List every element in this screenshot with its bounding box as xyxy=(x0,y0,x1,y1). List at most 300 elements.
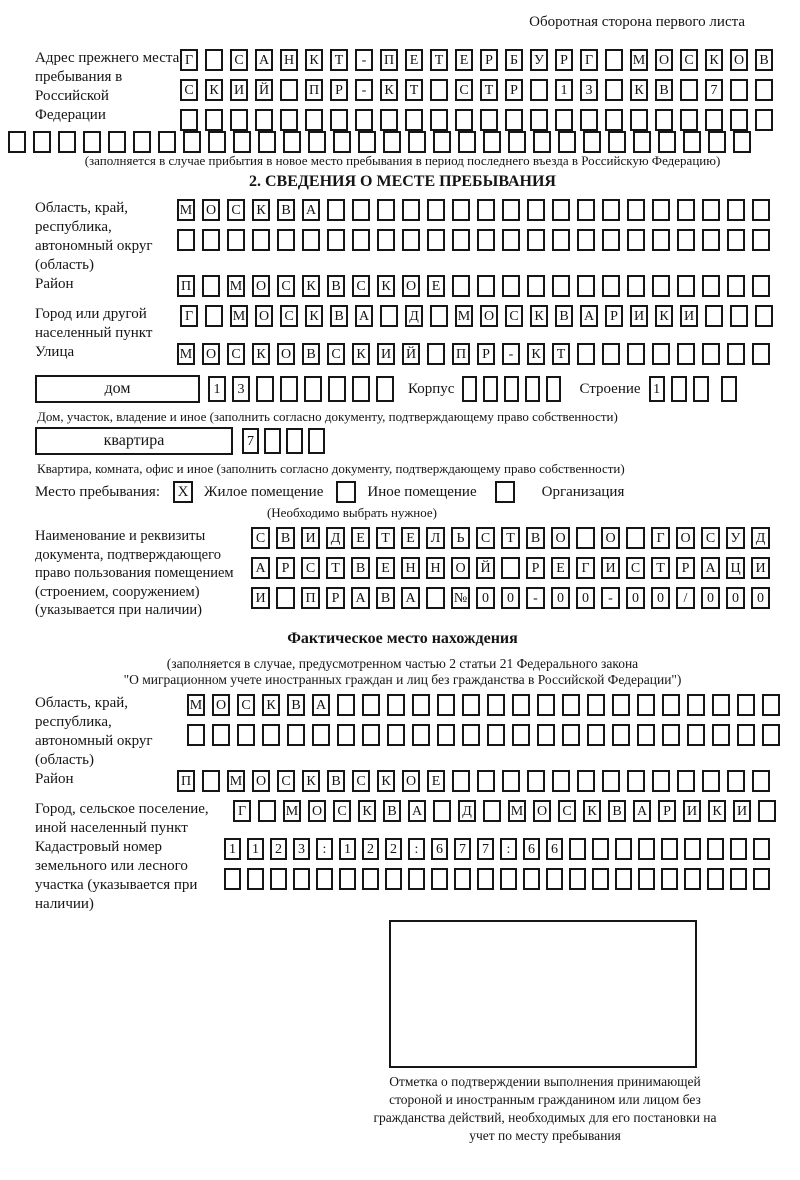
char-cell[interactable] xyxy=(705,305,723,327)
char-cell[interactable] xyxy=(727,229,745,251)
char-cell[interactable]: Р xyxy=(605,305,623,327)
char-cell[interactable] xyxy=(577,229,595,251)
char-cell[interactable] xyxy=(546,376,561,402)
char-cell[interactable]: О xyxy=(533,800,551,822)
char-cell[interactable]: 0 xyxy=(726,587,745,609)
char-cell[interactable]: В xyxy=(302,343,320,365)
char-cell[interactable]: Р xyxy=(658,800,676,822)
char-cell[interactable] xyxy=(737,724,755,746)
char-cell[interactable] xyxy=(677,770,695,792)
char-cell[interactable] xyxy=(352,199,370,221)
char-cell[interactable] xyxy=(208,131,226,153)
char-cell[interactable] xyxy=(256,376,274,402)
char-cell[interactable] xyxy=(762,724,780,746)
char-cell[interactable]: 2 xyxy=(362,838,379,860)
char-cell[interactable] xyxy=(355,109,373,131)
char-cell[interactable] xyxy=(352,229,370,251)
char-cell[interactable] xyxy=(387,694,405,716)
char-cell[interactable]: О xyxy=(212,694,230,716)
char-cell[interactable] xyxy=(527,199,545,221)
char-cell[interactable]: В xyxy=(277,199,295,221)
char-cell[interactable]: С xyxy=(352,770,370,792)
char-cell[interactable]: С xyxy=(251,527,270,549)
char-cell[interactable]: К xyxy=(302,275,320,297)
char-cell[interactable]: : xyxy=(316,838,333,860)
char-cell[interactable]: Т xyxy=(330,49,348,71)
char-cell[interactable]: И xyxy=(733,800,751,822)
char-cell[interactable] xyxy=(437,694,455,716)
char-cell[interactable]: И xyxy=(601,557,620,579)
char-cell[interactable] xyxy=(316,868,333,890)
char-cell[interactable] xyxy=(380,305,398,327)
char-cell[interactable]: У xyxy=(726,527,745,549)
char-cell[interactable] xyxy=(605,109,623,131)
char-cell[interactable] xyxy=(58,131,76,153)
char-cell[interactable] xyxy=(558,131,576,153)
char-cell[interactable] xyxy=(552,275,570,297)
char-cell[interactable] xyxy=(380,109,398,131)
char-cell[interactable] xyxy=(752,229,770,251)
char-cell[interactable]: М xyxy=(227,275,245,297)
char-cell[interactable]: Д xyxy=(326,527,345,549)
char-cell[interactable] xyxy=(530,79,548,101)
char-cell[interactable]: Т xyxy=(430,49,448,71)
char-cell[interactable] xyxy=(205,109,223,131)
char-cell[interactable] xyxy=(431,868,448,890)
char-cell[interactable] xyxy=(339,868,356,890)
char-cell[interactable]: С xyxy=(505,305,523,327)
char-cell[interactable]: 0 xyxy=(476,587,495,609)
char-cell[interactable] xyxy=(652,770,670,792)
char-cell[interactable] xyxy=(477,275,495,297)
char-cell[interactable]: А xyxy=(351,587,370,609)
char-cell[interactable]: Г xyxy=(180,305,198,327)
char-cell[interactable]: 0 xyxy=(751,587,770,609)
char-cell[interactable] xyxy=(412,724,430,746)
char-cell[interactable] xyxy=(255,109,273,131)
char-cell[interactable]: С xyxy=(227,199,245,221)
char-cell[interactable]: М xyxy=(455,305,473,327)
char-cell[interactable] xyxy=(247,868,264,890)
char-cell[interactable]: М xyxy=(227,770,245,792)
char-cell[interactable]: В xyxy=(327,770,345,792)
char-cell[interactable]: И xyxy=(251,587,270,609)
char-cell[interactable] xyxy=(587,694,605,716)
char-cell[interactable]: В xyxy=(376,587,395,609)
char-cell[interactable] xyxy=(569,838,586,860)
char-cell[interactable] xyxy=(202,229,220,251)
char-cell[interactable] xyxy=(237,724,255,746)
char-cell[interactable]: / xyxy=(676,587,695,609)
char-cell[interactable]: К xyxy=(302,770,320,792)
char-cell[interactable]: О xyxy=(655,49,673,71)
char-cell[interactable] xyxy=(83,131,101,153)
char-cell[interactable]: Р xyxy=(526,557,545,579)
char-cell[interactable] xyxy=(33,131,51,153)
char-cell[interactable] xyxy=(576,527,595,549)
char-cell[interactable] xyxy=(680,109,698,131)
char-cell[interactable] xyxy=(577,199,595,221)
char-cell[interactable]: О xyxy=(255,305,273,327)
char-cell[interactable]: В xyxy=(526,527,545,549)
char-cell[interactable]: Н xyxy=(280,49,298,71)
char-cell[interactable] xyxy=(721,376,737,402)
char-cell[interactable] xyxy=(755,109,773,131)
char-cell[interactable] xyxy=(454,868,471,890)
char-cell[interactable]: Т xyxy=(552,343,570,365)
char-cell[interactable] xyxy=(477,199,495,221)
char-cell[interactable] xyxy=(753,868,770,890)
char-cell[interactable] xyxy=(652,199,670,221)
char-cell[interactable]: О xyxy=(202,199,220,221)
char-cell[interactable] xyxy=(202,770,220,792)
char-cell[interactable]: Г xyxy=(580,49,598,71)
char-cell[interactable] xyxy=(707,838,724,860)
char-cell[interactable] xyxy=(427,199,445,221)
char-cell[interactable]: Р xyxy=(480,49,498,71)
char-cell[interactable]: Т xyxy=(651,557,670,579)
char-cell[interactable]: А xyxy=(312,694,330,716)
char-cell[interactable] xyxy=(277,229,295,251)
char-cell[interactable] xyxy=(433,800,451,822)
char-cell[interactable]: О xyxy=(730,49,748,71)
char-cell[interactable] xyxy=(592,838,609,860)
char-cell[interactable] xyxy=(483,800,501,822)
char-cell[interactable] xyxy=(677,275,695,297)
char-cell[interactable]: О xyxy=(252,770,270,792)
char-cell[interactable]: Е xyxy=(427,770,445,792)
char-cell[interactable] xyxy=(264,428,281,454)
char-cell[interactable] xyxy=(608,131,626,153)
char-cell[interactable] xyxy=(412,694,430,716)
char-cell[interactable]: В xyxy=(383,800,401,822)
char-cell[interactable] xyxy=(430,305,448,327)
char-cell[interactable] xyxy=(405,109,423,131)
char-cell[interactable]: 0 xyxy=(551,587,570,609)
char-cell[interactable]: Й xyxy=(255,79,273,101)
char-cell[interactable]: О xyxy=(308,800,326,822)
char-cell[interactable]: О xyxy=(402,275,420,297)
char-cell[interactable] xyxy=(602,275,620,297)
char-cell[interactable]: Н xyxy=(426,557,445,579)
char-cell[interactable] xyxy=(430,109,448,131)
char-cell[interactable] xyxy=(525,376,540,402)
char-cell[interactable] xyxy=(512,724,530,746)
char-cell[interactable] xyxy=(337,724,355,746)
char-cell[interactable]: М xyxy=(508,800,526,822)
char-cell[interactable] xyxy=(638,838,655,860)
char-cell[interactable]: А xyxy=(580,305,598,327)
char-cell[interactable]: А xyxy=(251,557,270,579)
char-cell[interactable] xyxy=(602,770,620,792)
char-cell[interactable] xyxy=(504,376,519,402)
char-cell[interactable] xyxy=(480,109,498,131)
char-cell[interactable]: - xyxy=(355,79,373,101)
char-cell[interactable]: О xyxy=(676,527,695,549)
char-cell[interactable]: О xyxy=(252,275,270,297)
char-cell[interactable] xyxy=(755,305,773,327)
char-cell[interactable] xyxy=(376,376,394,402)
char-cell[interactable] xyxy=(702,229,720,251)
checkbox-zhiloe-pomeshchenie[interactable]: X xyxy=(173,481,193,503)
char-cell[interactable] xyxy=(308,428,325,454)
char-cell[interactable] xyxy=(158,131,176,153)
char-cell[interactable] xyxy=(501,557,520,579)
char-cell[interactable]: Т xyxy=(480,79,498,101)
char-cell[interactable] xyxy=(8,131,26,153)
char-cell[interactable]: А xyxy=(401,587,420,609)
char-cell[interactable]: К xyxy=(655,305,673,327)
char-cell[interactable] xyxy=(605,79,623,101)
char-cell[interactable]: Г xyxy=(651,527,670,549)
char-cell[interactable]: С xyxy=(680,49,698,71)
char-cell[interactable] xyxy=(387,724,405,746)
char-cell[interactable]: П xyxy=(305,79,323,101)
char-cell[interactable]: О xyxy=(480,305,498,327)
char-cell[interactable] xyxy=(569,868,586,890)
char-cell[interactable]: 1 xyxy=(649,376,665,402)
char-cell[interactable] xyxy=(752,770,770,792)
char-cell[interactable] xyxy=(730,305,748,327)
char-cell[interactable] xyxy=(383,131,401,153)
char-cell[interactable]: В xyxy=(351,557,370,579)
char-cell[interactable] xyxy=(727,199,745,221)
char-cell[interactable] xyxy=(552,199,570,221)
char-cell[interactable] xyxy=(408,131,426,153)
char-cell[interactable] xyxy=(477,770,495,792)
char-cell[interactable]: К xyxy=(377,770,395,792)
char-cell[interactable]: К xyxy=(708,800,726,822)
char-cell[interactable]: 3 xyxy=(293,838,310,860)
char-cell[interactable] xyxy=(702,199,720,221)
char-cell[interactable]: 6 xyxy=(431,838,448,860)
char-cell[interactable]: Е xyxy=(551,557,570,579)
char-cell[interactable] xyxy=(537,694,555,716)
char-cell[interactable] xyxy=(702,343,720,365)
char-cell[interactable]: В xyxy=(327,275,345,297)
char-cell[interactable] xyxy=(737,694,755,716)
char-cell[interactable] xyxy=(205,49,223,71)
char-cell[interactable] xyxy=(592,868,609,890)
char-cell[interactable] xyxy=(671,376,687,402)
char-cell[interactable]: И xyxy=(751,557,770,579)
char-cell[interactable] xyxy=(505,109,523,131)
char-cell[interactable] xyxy=(680,79,698,101)
char-cell[interactable] xyxy=(177,229,195,251)
char-cell[interactable] xyxy=(258,131,276,153)
char-cell[interactable]: С xyxy=(455,79,473,101)
char-cell[interactable] xyxy=(452,229,470,251)
char-cell[interactable] xyxy=(627,229,645,251)
char-cell[interactable] xyxy=(487,724,505,746)
char-cell[interactable]: Р xyxy=(676,557,695,579)
char-cell[interactable] xyxy=(302,229,320,251)
char-cell[interactable] xyxy=(276,587,295,609)
char-cell[interactable]: С xyxy=(180,79,198,101)
char-cell[interactable]: В xyxy=(755,49,773,71)
char-cell[interactable] xyxy=(224,868,241,890)
char-cell[interactable]: У xyxy=(530,49,548,71)
char-cell[interactable] xyxy=(230,109,248,131)
char-cell[interactable]: 2 xyxy=(270,838,287,860)
char-cell[interactable] xyxy=(730,109,748,131)
char-cell[interactable] xyxy=(752,343,770,365)
char-cell[interactable] xyxy=(527,770,545,792)
char-cell[interactable] xyxy=(562,724,580,746)
char-cell[interactable]: Т xyxy=(501,527,520,549)
char-cell[interactable]: И xyxy=(680,305,698,327)
char-cell[interactable]: 7 xyxy=(705,79,723,101)
char-cell[interactable] xyxy=(627,770,645,792)
char-cell[interactable] xyxy=(730,868,747,890)
char-cell[interactable]: - xyxy=(502,343,520,365)
char-cell[interactable]: 1 xyxy=(208,376,226,402)
char-cell[interactable] xyxy=(687,724,705,746)
char-cell[interactable]: Т xyxy=(326,557,345,579)
char-cell[interactable]: В xyxy=(655,79,673,101)
char-cell[interactable] xyxy=(358,131,376,153)
char-cell[interactable]: О xyxy=(402,770,420,792)
char-cell[interactable]: Р xyxy=(505,79,523,101)
char-cell[interactable]: К xyxy=(705,49,723,71)
char-cell[interactable]: М xyxy=(177,199,195,221)
char-cell[interactable] xyxy=(262,724,280,746)
char-cell[interactable] xyxy=(652,229,670,251)
char-cell[interactable] xyxy=(693,376,709,402)
char-cell[interactable] xyxy=(455,109,473,131)
char-cell[interactable]: И xyxy=(301,527,320,549)
char-cell[interactable]: К xyxy=(380,79,398,101)
char-cell[interactable] xyxy=(502,199,520,221)
char-cell[interactable] xyxy=(308,131,326,153)
char-cell[interactable]: С xyxy=(301,557,320,579)
char-cell[interactable] xyxy=(500,868,517,890)
char-cell[interactable] xyxy=(385,868,402,890)
char-cell[interactable]: Й xyxy=(476,557,495,579)
char-cell[interactable] xyxy=(408,868,425,890)
char-cell[interactable] xyxy=(712,694,730,716)
char-cell[interactable]: С xyxy=(558,800,576,822)
char-cell[interactable] xyxy=(280,109,298,131)
char-cell[interactable] xyxy=(707,868,724,890)
char-cell[interactable]: К xyxy=(262,694,280,716)
char-cell[interactable] xyxy=(377,199,395,221)
char-cell[interactable] xyxy=(502,229,520,251)
char-cell[interactable] xyxy=(638,868,655,890)
char-cell[interactable] xyxy=(684,868,701,890)
char-cell[interactable]: Р xyxy=(555,49,573,71)
char-cell[interactable] xyxy=(508,131,526,153)
char-cell[interactable]: 3 xyxy=(232,376,250,402)
char-cell[interactable] xyxy=(658,131,676,153)
char-cell[interactable]: Е xyxy=(401,527,420,549)
char-cell[interactable]: Е xyxy=(427,275,445,297)
char-cell[interactable] xyxy=(280,79,298,101)
char-cell[interactable] xyxy=(552,770,570,792)
char-cell[interactable]: 0 xyxy=(651,587,670,609)
char-cell[interactable]: К xyxy=(377,275,395,297)
char-cell[interactable]: 6 xyxy=(523,838,540,860)
char-cell[interactable] xyxy=(602,343,620,365)
char-cell[interactable] xyxy=(527,275,545,297)
char-cell[interactable] xyxy=(462,694,480,716)
char-cell[interactable]: К xyxy=(530,305,548,327)
char-cell[interactable] xyxy=(477,229,495,251)
char-cell[interactable] xyxy=(327,199,345,221)
char-cell[interactable] xyxy=(727,343,745,365)
char-cell[interactable] xyxy=(133,131,151,153)
char-cell[interactable] xyxy=(752,275,770,297)
char-cell[interactable] xyxy=(733,131,751,153)
char-cell[interactable] xyxy=(677,199,695,221)
char-cell[interactable]: М xyxy=(187,694,205,716)
char-cell[interactable]: 2 xyxy=(385,838,402,860)
char-cell[interactable]: 1 xyxy=(224,838,241,860)
char-cell[interactable]: С xyxy=(327,343,345,365)
char-cell[interactable] xyxy=(708,131,726,153)
char-cell[interactable]: 0 xyxy=(501,587,520,609)
char-cell[interactable] xyxy=(552,229,570,251)
char-cell[interactable]: П xyxy=(452,343,470,365)
char-cell[interactable]: Р xyxy=(330,79,348,101)
char-cell[interactable] xyxy=(612,694,630,716)
char-cell[interactable]: - xyxy=(601,587,620,609)
char-cell[interactable] xyxy=(637,724,655,746)
char-cell[interactable]: : xyxy=(408,838,425,860)
char-cell[interactable] xyxy=(330,109,348,131)
char-cell[interactable]: О xyxy=(601,527,620,549)
char-cell[interactable] xyxy=(602,229,620,251)
char-cell[interactable] xyxy=(458,131,476,153)
char-cell[interactable]: Р xyxy=(326,587,345,609)
char-cell[interactable] xyxy=(433,131,451,153)
char-cell[interactable] xyxy=(402,199,420,221)
char-cell[interactable]: Д xyxy=(458,800,476,822)
char-cell[interactable]: О xyxy=(277,343,295,365)
char-cell[interactable] xyxy=(362,868,379,890)
char-cell[interactable] xyxy=(183,131,201,153)
char-cell[interactable] xyxy=(633,131,651,153)
char-cell[interactable] xyxy=(530,109,548,131)
char-cell[interactable]: Н xyxy=(401,557,420,579)
char-cell[interactable] xyxy=(462,376,477,402)
char-cell[interactable]: Д xyxy=(751,527,770,549)
char-cell[interactable]: С xyxy=(277,275,295,297)
char-cell[interactable]: В xyxy=(555,305,573,327)
char-cell[interactable]: Т xyxy=(405,79,423,101)
char-cell[interactable]: Т xyxy=(376,527,395,549)
char-cell[interactable] xyxy=(270,868,287,890)
char-cell[interactable]: Г xyxy=(576,557,595,579)
char-cell[interactable]: П xyxy=(301,587,320,609)
char-cell[interactable]: П xyxy=(177,275,195,297)
char-cell[interactable] xyxy=(283,131,301,153)
char-cell[interactable]: 0 xyxy=(626,587,645,609)
char-cell[interactable]: А xyxy=(701,557,720,579)
char-cell[interactable]: И xyxy=(377,343,395,365)
char-cell[interactable]: С xyxy=(227,343,245,365)
char-cell[interactable] xyxy=(286,428,303,454)
char-cell[interactable]: Д xyxy=(405,305,423,327)
char-cell[interactable]: Е xyxy=(351,527,370,549)
char-cell[interactable] xyxy=(627,343,645,365)
char-cell[interactable]: 7 xyxy=(454,838,471,860)
char-cell[interactable]: С xyxy=(277,770,295,792)
char-cell[interactable]: К xyxy=(630,79,648,101)
char-cell[interactable] xyxy=(655,109,673,131)
char-cell[interactable]: 6 xyxy=(546,838,563,860)
char-cell[interactable]: 1 xyxy=(247,838,264,860)
